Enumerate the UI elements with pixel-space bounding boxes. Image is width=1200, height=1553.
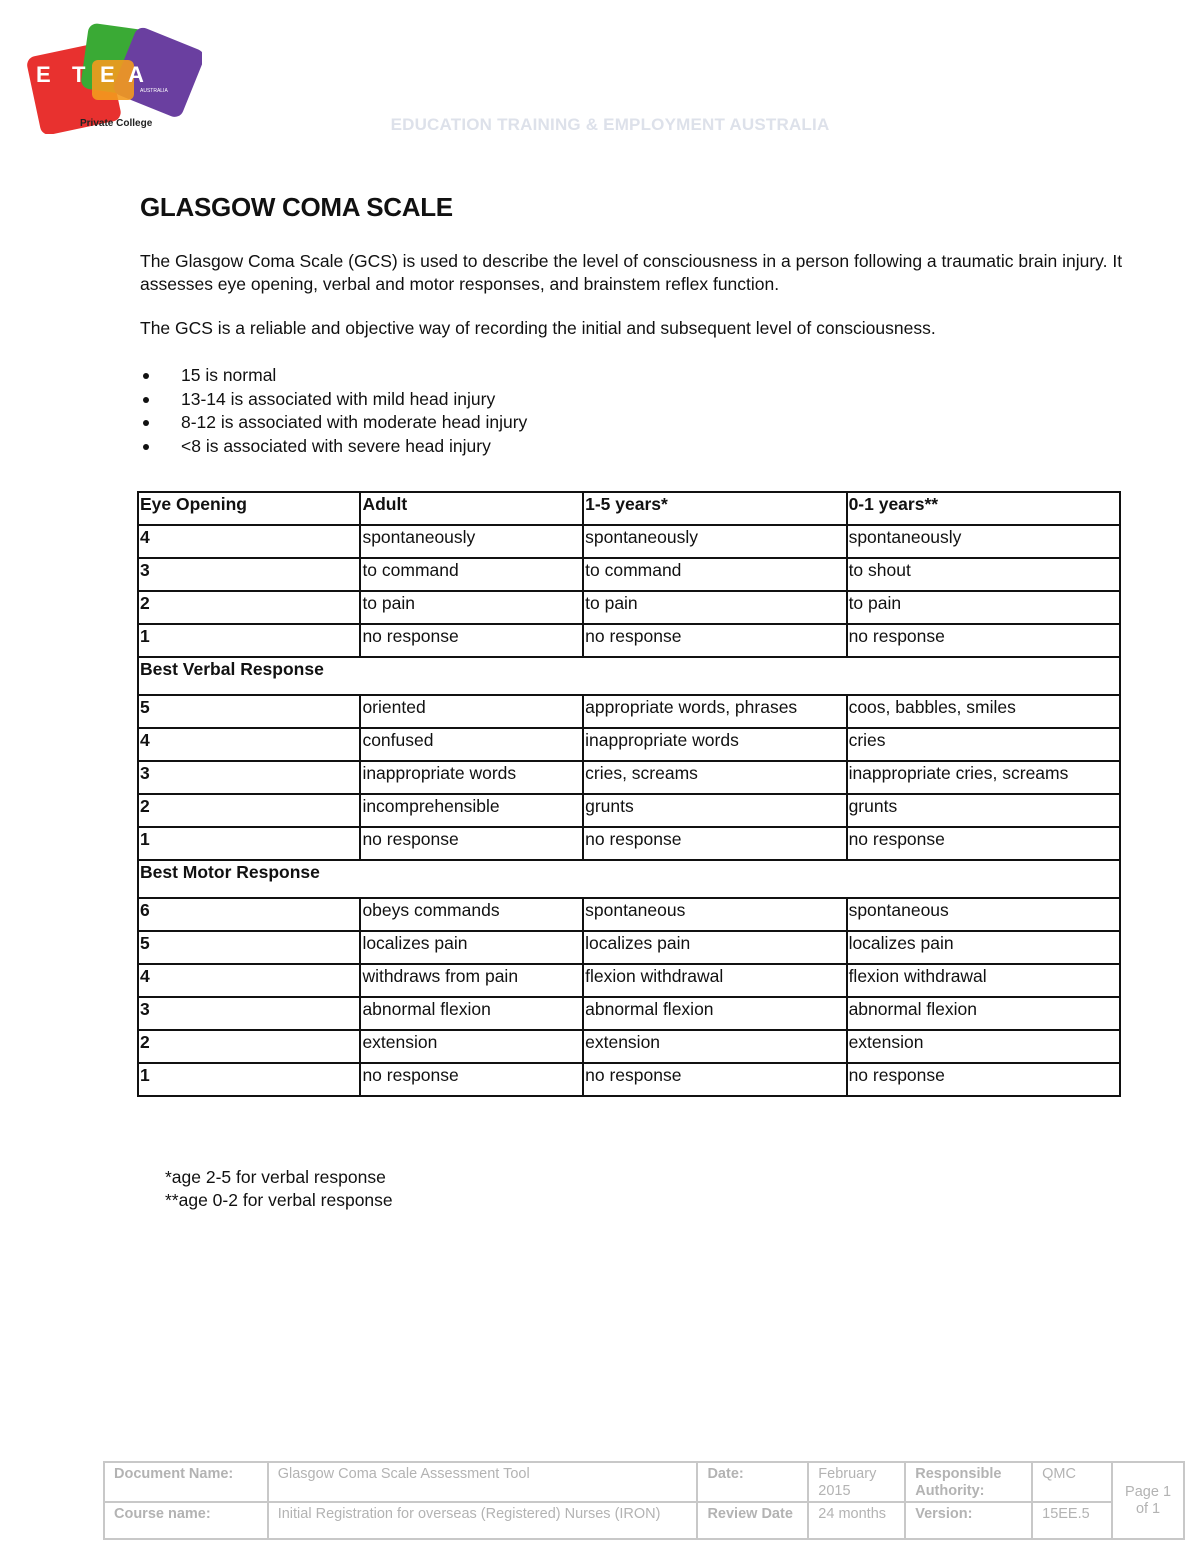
table-cell: to command bbox=[583, 558, 846, 591]
table-cell: no response bbox=[360, 624, 583, 657]
table-cell: incomprehensible bbox=[360, 794, 583, 827]
score-cell: 5 bbox=[138, 931, 360, 964]
responsible-authority-label: Responsible Authority: bbox=[905, 1462, 1032, 1502]
score-cell: 5 bbox=[138, 695, 360, 728]
table-cell: no response bbox=[583, 624, 846, 657]
table-cell: flexion withdrawal bbox=[847, 964, 1120, 997]
score-cell: 1 bbox=[138, 827, 360, 860]
table-header-row bbox=[138, 492, 1120, 525]
table-cell: localizes pain bbox=[360, 931, 583, 964]
score-cell: 1 bbox=[138, 624, 360, 657]
table-cell: confused bbox=[360, 728, 583, 761]
table-cell: no response bbox=[360, 827, 583, 860]
section-row-verbal bbox=[138, 657, 1120, 695]
score-cell: 3 bbox=[138, 997, 360, 1030]
table-cell: oriented bbox=[360, 695, 583, 728]
score-cell: 3 bbox=[138, 761, 360, 794]
table-cell: no response bbox=[847, 624, 1120, 657]
score-cell: 4 bbox=[138, 728, 360, 761]
footnote-child: *age 2-5 for verbal response bbox=[165, 1167, 386, 1187]
score-cell: 2 bbox=[138, 794, 360, 827]
table-row bbox=[138, 591, 1120, 624]
table-row bbox=[138, 997, 1120, 1030]
table-cell: extension bbox=[360, 1030, 583, 1063]
table-row bbox=[138, 695, 1120, 728]
reliability-paragraph: The GCS is a reliable and objective way of recording the initial and subsequent level of consciousness. bbox=[140, 318, 936, 338]
table-cell: spontaneous bbox=[583, 898, 846, 931]
score-cell: 3 bbox=[138, 558, 360, 591]
score-cell: 4 bbox=[138, 525, 360, 558]
header-cell: 0-1 years** bbox=[847, 492, 1120, 525]
gcs-table bbox=[137, 491, 1121, 1097]
table-cell: inappropriate words bbox=[360, 761, 583, 794]
responsible-authority-value: QMC bbox=[1032, 1462, 1112, 1502]
table-cell: abnormal flexion bbox=[360, 997, 583, 1030]
table-cell: to pain bbox=[583, 591, 846, 624]
bullet-icon bbox=[143, 444, 149, 450]
version-value: 15EE.5 bbox=[1032, 1502, 1112, 1539]
score-cell: 6 bbox=[138, 898, 360, 931]
list-item: 8-12 is associated with moderate head injury bbox=[140, 411, 527, 435]
table-cell: to shout bbox=[847, 558, 1120, 591]
footnote-infant: **age 0-2 for verbal response bbox=[165, 1190, 393, 1210]
table-cell: spontaneously bbox=[847, 525, 1120, 558]
score-bullet-list bbox=[140, 364, 527, 458]
table-cell: spontaneously bbox=[583, 525, 846, 558]
table-cell: obeys commands bbox=[360, 898, 583, 931]
table-cell: no response bbox=[847, 1063, 1120, 1096]
table-cell: extension bbox=[847, 1030, 1120, 1063]
table-cell: appropriate words, phrases bbox=[583, 695, 846, 728]
table-cell: spontaneous bbox=[847, 898, 1120, 931]
table-cell: coos, babbles, smiles bbox=[847, 695, 1120, 728]
review-date-value: 24 months bbox=[808, 1502, 905, 1539]
table-cell: inappropriate cries, screams bbox=[847, 761, 1120, 794]
table-cell: no response bbox=[583, 1063, 846, 1096]
table-row bbox=[138, 624, 1120, 657]
table-row bbox=[138, 931, 1120, 964]
table-cell: no response bbox=[847, 827, 1120, 860]
section-heading: Best Verbal Response bbox=[138, 657, 1120, 695]
table-cell: to pain bbox=[847, 591, 1120, 624]
table-cell: inappropriate words bbox=[583, 728, 846, 761]
table-cell: spontaneously bbox=[360, 525, 583, 558]
table-cell: no response bbox=[583, 827, 846, 860]
table-row bbox=[138, 558, 1120, 591]
table-cell: to pain bbox=[360, 591, 583, 624]
bullet-icon bbox=[143, 420, 149, 426]
course-name-value: Initial Registration for overseas (Registered) Nurses (IRON) bbox=[268, 1502, 698, 1539]
page-number: Page 1 of 1 bbox=[1112, 1462, 1184, 1539]
table-cell: localizes pain bbox=[583, 931, 846, 964]
list-item: 15 is normal bbox=[140, 364, 527, 388]
table-row bbox=[138, 761, 1120, 794]
logo-letter-e2: E bbox=[100, 62, 115, 87]
course-name-label: Course name: bbox=[104, 1502, 268, 1539]
table-row bbox=[138, 728, 1120, 761]
header-cell: 1-5 years* bbox=[583, 492, 846, 525]
bullet-icon bbox=[143, 397, 149, 403]
list-item: 13-14 is associated with mild head injury bbox=[140, 388, 527, 412]
review-date-label: Review Date bbox=[697, 1502, 808, 1539]
table-cell: cries, screams bbox=[583, 761, 846, 794]
section-row-motor bbox=[138, 860, 1120, 898]
table-cell: extension bbox=[583, 1030, 846, 1063]
document-footer-table bbox=[103, 1461, 1185, 1540]
table-cell: grunts bbox=[583, 794, 846, 827]
table-row bbox=[138, 964, 1120, 997]
header-cell: Eye Opening bbox=[138, 492, 360, 525]
score-cell: 2 bbox=[138, 1030, 360, 1063]
footer-row bbox=[104, 1502, 1184, 1539]
table-cell: abnormal flexion bbox=[847, 997, 1120, 1030]
logo-letter-e1: E bbox=[36, 62, 51, 87]
table-row bbox=[138, 1063, 1120, 1096]
list-item: <8 is associated with severe head injury bbox=[140, 435, 527, 459]
document-name-value: Glasgow Coma Scale Assessment Tool bbox=[268, 1462, 698, 1502]
table-cell: to command bbox=[360, 558, 583, 591]
table-row bbox=[138, 525, 1120, 558]
table-row bbox=[138, 898, 1120, 931]
section-heading: Best Motor Response bbox=[138, 860, 1120, 898]
table-cell: abnormal flexion bbox=[583, 997, 846, 1030]
bullet-icon bbox=[143, 373, 149, 379]
table-cell: withdraws from pain bbox=[360, 964, 583, 997]
logo-subtext: AUSTRALIA bbox=[140, 88, 168, 94]
date-label: Date: bbox=[697, 1462, 808, 1502]
logo-letter-t: T bbox=[72, 62, 86, 87]
date-value: February 2015 bbox=[808, 1462, 905, 1502]
document-name-label: Document Name: bbox=[104, 1462, 268, 1502]
footnotes bbox=[165, 1166, 393, 1212]
intro-paragraph: The Glasgow Coma Scale (GCS) is used to describe the level of consciousness in a person following a traumatic brain injury. It assesses eye opening, verbal and motor responses, and brainstem reflex function. bbox=[140, 251, 1123, 294]
logo-college: Private College bbox=[80, 118, 153, 129]
table-cell: localizes pain bbox=[847, 931, 1120, 964]
header-cell: Adult bbox=[360, 492, 583, 525]
organisation-name: EDUCATION TRAINING & EMPLOYMENT AUSTRALIA bbox=[390, 115, 830, 134]
table-row bbox=[138, 1030, 1120, 1063]
logo-letter-a: A bbox=[128, 62, 144, 87]
table-row bbox=[138, 827, 1120, 860]
table-cell: flexion withdrawal bbox=[583, 964, 846, 997]
score-cell: 1 bbox=[138, 1063, 360, 1096]
score-cell: 2 bbox=[138, 591, 360, 624]
table-row bbox=[138, 794, 1120, 827]
table-cell: grunts bbox=[847, 794, 1120, 827]
score-cell: 4 bbox=[138, 964, 360, 997]
table-cell: no response bbox=[360, 1063, 583, 1096]
table-cell: cries bbox=[847, 728, 1120, 761]
page-title: GLASGOW COMA SCALE bbox=[140, 192, 453, 222]
footer-row bbox=[104, 1462, 1184, 1502]
version-label: Version: bbox=[905, 1502, 1032, 1539]
